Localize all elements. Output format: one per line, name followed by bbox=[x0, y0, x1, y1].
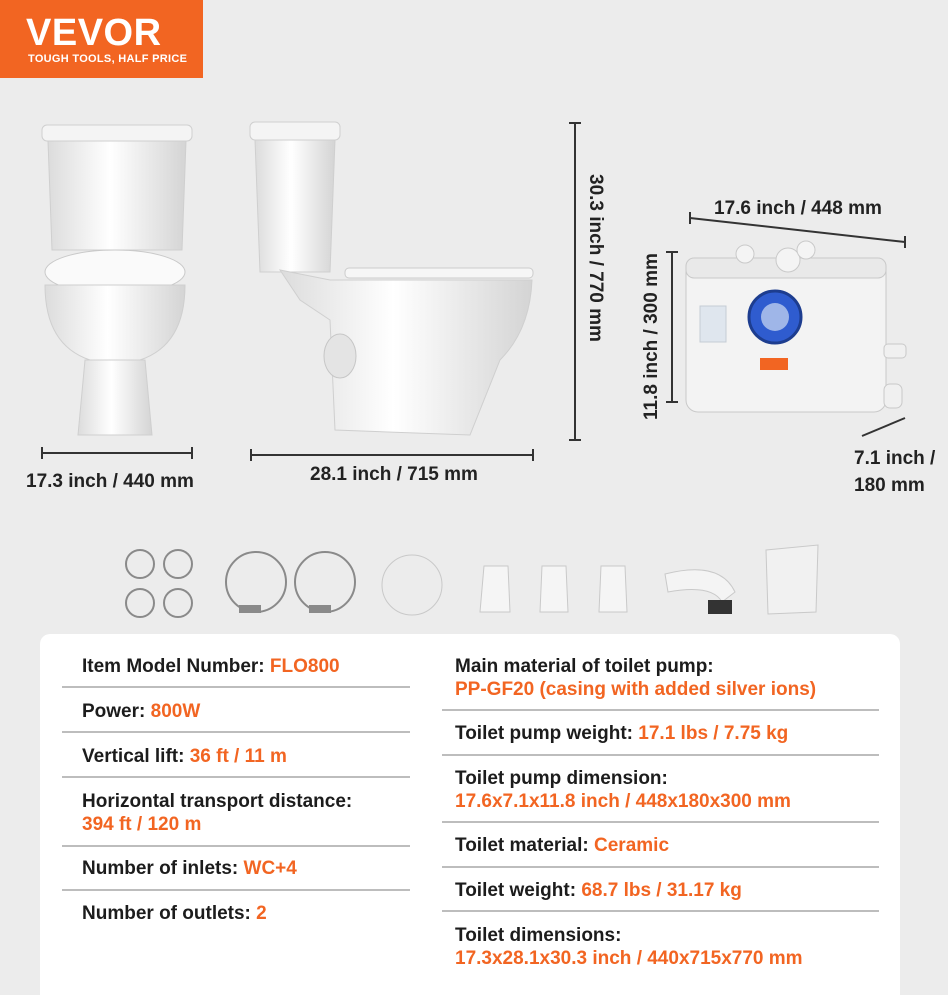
spec-inlets: Number of inlets: WC+4 bbox=[82, 858, 297, 879]
divider bbox=[442, 709, 879, 711]
brand-name: VEVOR bbox=[26, 12, 162, 54]
pump-height-label: 11.8 inch / 300 mm bbox=[641, 253, 662, 420]
pump-depth-label-line2: 180 mm bbox=[854, 475, 925, 496]
elbow-pipe bbox=[665, 570, 735, 614]
adapter-sleeves bbox=[480, 566, 627, 612]
small-hose-clamps bbox=[126, 550, 192, 617]
divider bbox=[62, 686, 410, 688]
divider bbox=[62, 845, 410, 847]
macerator-pump-image bbox=[686, 241, 906, 412]
brand-tagline: TOUGH TOOLS, HALF PRICE bbox=[28, 53, 188, 65]
spec-pump-weight: Toilet pump weight: 17.1 lbs / 7.75 kg bbox=[455, 723, 789, 744]
toilet-side-image bbox=[250, 122, 533, 435]
spec-toilet-dimensions: Toilet dimensions: 17.3x28.1x30.3 inch / 440x715x770 mm bbox=[455, 925, 803, 969]
spec-vertical-lift: Vertical lift: 36 ft / 11 m bbox=[82, 746, 287, 767]
toilet-side-depth-label: 28.1 inch / 715 mm bbox=[310, 464, 478, 485]
spec-outlets: Number of outlets: 2 bbox=[82, 903, 267, 924]
divider bbox=[442, 821, 879, 823]
spec-model-number: Item Model Number: FLO800 bbox=[82, 656, 340, 677]
pump-depth-label-line1: 7.1 inch / bbox=[854, 448, 936, 469]
divider bbox=[62, 776, 410, 778]
bellows-connector bbox=[766, 545, 818, 614]
spec-horizontal-distance: Horizontal transport distance: 394 ft / 120 m bbox=[82, 791, 353, 835]
toilet-height-label: 30.3 inch / 770 mm bbox=[585, 174, 606, 342]
divider bbox=[442, 910, 879, 912]
spec-pump-material: Main material of toilet pump: PP-GF20 (casing with added silver ions) bbox=[455, 656, 817, 700]
large-hose-clamps bbox=[226, 552, 355, 612]
divider bbox=[62, 889, 410, 891]
pump-width-label: 17.6 inch / 448 mm bbox=[714, 198, 882, 219]
toilet-front-width-label: 17.3 inch / 440 mm bbox=[26, 471, 194, 492]
toilet-front-image bbox=[42, 125, 192, 435]
spec-toilet-material: Toilet material: Ceramic bbox=[455, 835, 670, 856]
divider bbox=[62, 731, 410, 733]
spec-pump-dimension: Toilet pump dimension: 17.6x7.1x11.8 inch / 448x180x300 mm bbox=[455, 768, 791, 812]
accessories-row bbox=[126, 550, 355, 617]
cover-disc bbox=[382, 555, 442, 615]
divider bbox=[442, 866, 879, 868]
spec-toilet-weight: Toilet weight: 68.7 lbs / 31.17 kg bbox=[455, 880, 742, 901]
divider bbox=[442, 754, 879, 756]
spec-power: Power: 800W bbox=[82, 701, 201, 722]
